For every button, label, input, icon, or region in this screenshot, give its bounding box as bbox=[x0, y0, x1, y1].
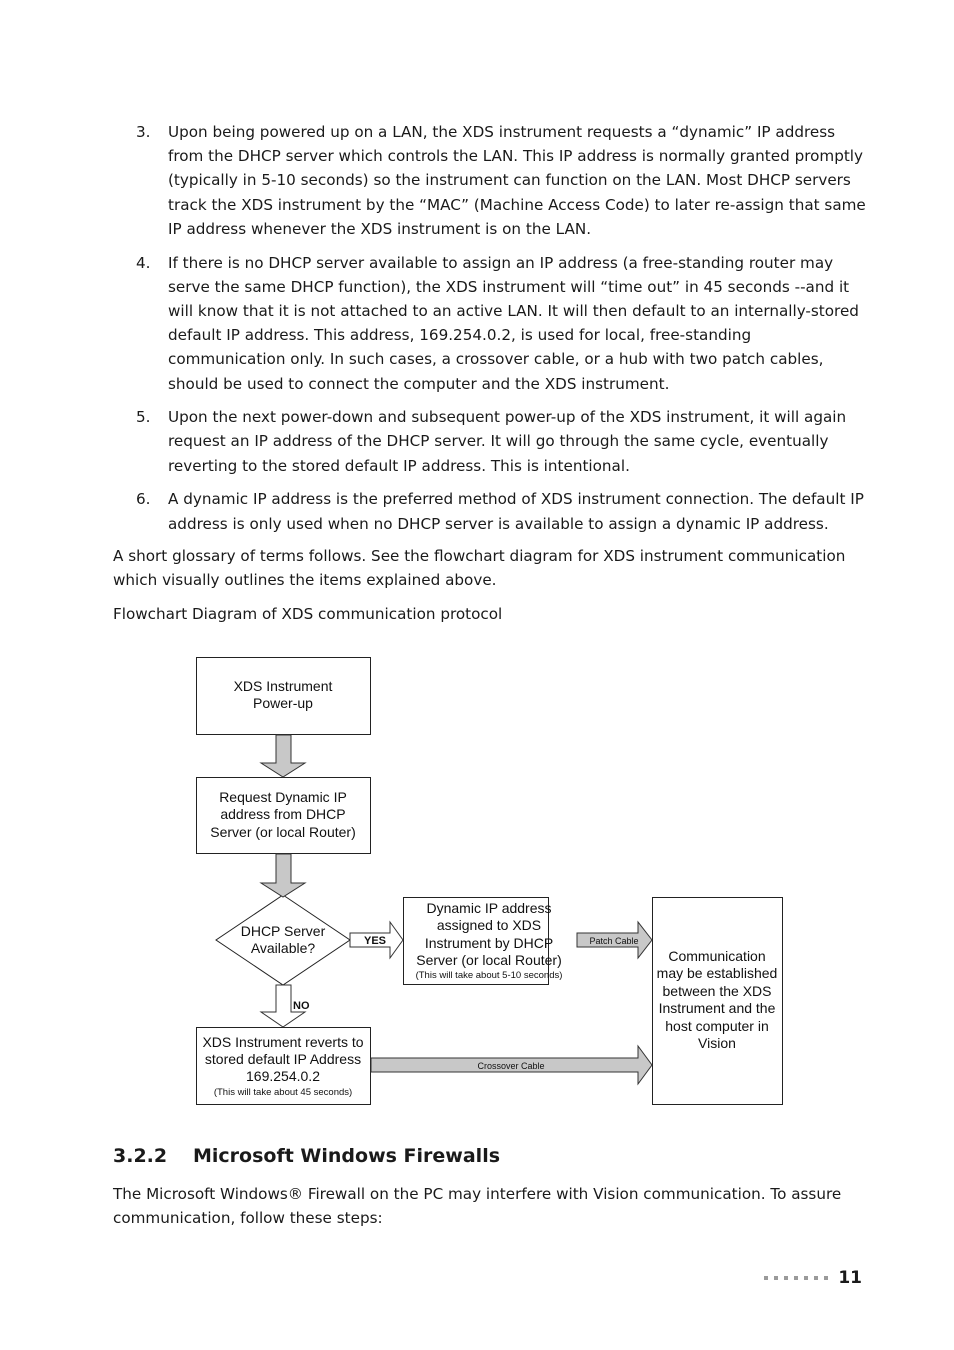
item-number: 3. bbox=[136, 123, 151, 141]
communication-line: between the XDS bbox=[662, 983, 772, 999]
item-number: 6. bbox=[136, 490, 151, 509]
decision-line: Available? bbox=[250, 940, 316, 956]
communication-line: Vision bbox=[698, 1035, 736, 1051]
item-text: A dynamic IP address is the preferred method of XDS instrument connection. The default IP address is only used when no DHCP server is available to assign a dynamic IP address. bbox=[168, 490, 864, 533]
firewall-paragraph: The Microsoft Windows® Firewall on the PC may interfere with Vision communication. To assure communication, follow these steps: bbox=[113, 1185, 842, 1228]
item-number: 5. bbox=[136, 408, 151, 427]
yes-label: YES bbox=[364, 935, 387, 947]
page-number: 11 bbox=[838, 1268, 862, 1288]
power-up-line: Power-up bbox=[253, 695, 313, 711]
arrow-down-icon bbox=[261, 735, 305, 777]
dynamic-line: Dynamic IP address bbox=[426, 900, 552, 916]
communication-line: Instrument and the bbox=[658, 1000, 776, 1016]
flowchart-caption: Flowchart Diagram of XDS communication protocol bbox=[113, 605, 503, 623]
request-line: Server (or local Router) bbox=[210, 824, 356, 840]
item-text: If there is no DHCP server available to assign an IP address (a free-standing router may serve the same DHCP function), the XDS instrument will “time out” in 45 seconds --and it will know that it is not attached to an active LAN. It will then default to an internally-stored default IP address. This address, 169.254.0.2, is used for local, free-standing communication only. In such cases, a crossover cable, or a hub with two patch cables, should be used to connect the computer and the XDS instrument. bbox=[168, 253, 859, 393]
item-text: Upon being powered up on a LAN, the XDS instrument requests a “dynamic” IP address from the DHCP server which controls the LAN. This IP address is normally granted promptly (typically in 5-10 seconds) so the instrument can function on the LAN. Most DHCP servers track the XDS instrument by the “MAC” (Machine Access Code) to later re-assign that same IP address whenever the XDS instrument is on the LAN. bbox=[168, 123, 866, 238]
decision-line: DHCP Server bbox=[240, 923, 326, 939]
communication-line: host computer in bbox=[665, 1018, 769, 1034]
patch-cable-label: Patch Cable bbox=[589, 936, 639, 946]
item-text: Upon the next power-down and subsequent power-up of the XDS instrument, it will again request an IP address of the DHCP server. It will go through the same cycle, eventually reverting to the stored default IP address. This is intentional. bbox=[168, 408, 847, 475]
reverts-line: 169.254.0.2 bbox=[246, 1068, 320, 1084]
dynamic-line: assigned to XDS bbox=[436, 917, 542, 933]
decorative-dots bbox=[764, 1276, 828, 1280]
reverts-note: (This will take about 45 seconds) bbox=[213, 1087, 353, 1098]
section-title: Microsoft Windows Firewalls bbox=[193, 1145, 501, 1167]
communication-line: may be established bbox=[656, 965, 778, 981]
item-number: 4. bbox=[136, 253, 151, 272]
arrow-down-icon bbox=[261, 854, 305, 897]
request-line: Request Dynamic IP bbox=[219, 789, 347, 805]
glossary-intro: A short glossary of terms follows. See the flowchart diagram for XDS instrument communication which visually outlines the items explained above. bbox=[113, 547, 846, 590]
page-footer bbox=[764, 1268, 862, 1288]
crossover-cable-label: Crossover Cable bbox=[477, 1061, 545, 1071]
reverts-line: XDS Instrument reverts to bbox=[202, 1034, 364, 1050]
no-label: NO bbox=[293, 1000, 310, 1012]
dynamic-line: Server (or local Router) bbox=[416, 952, 562, 968]
dynamic-line: Instrument by DHCP bbox=[424, 935, 554, 951]
section-number: 3.2.2 bbox=[113, 1145, 168, 1167]
communication-line: Communication bbox=[668, 948, 766, 964]
request-line: address from DHCP bbox=[220, 806, 346, 822]
section-heading bbox=[113, 1145, 500, 1167]
dynamic-note: (This will take about 5-10 seconds) bbox=[415, 970, 563, 981]
reverts-line: stored default IP Address bbox=[204, 1051, 362, 1067]
power-up-line: XDS Instrument bbox=[233, 678, 333, 694]
